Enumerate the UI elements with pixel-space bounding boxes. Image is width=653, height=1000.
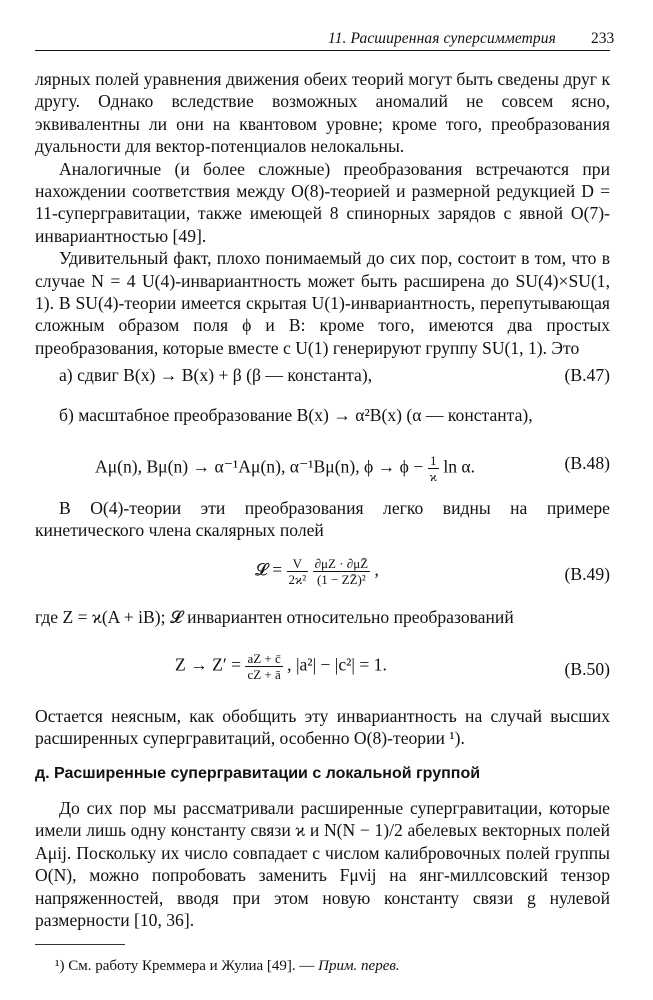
equation-b48-tail: ln α. bbox=[438, 456, 476, 477]
equation-b48-fraction bbox=[428, 453, 439, 484]
equation-b50-lhs: Z → Z′ = bbox=[175, 654, 246, 675]
equation-b49-lhs: 𝓛 = bbox=[255, 559, 287, 580]
page-number: 233 bbox=[591, 30, 615, 47]
equation-b50 bbox=[35, 651, 610, 691]
equation-b50-body bbox=[175, 651, 387, 682]
paragraph-top: лярных полей уравнения движения обеих теорий могут быть сведены друг к другу. Однако вследствие возможных аномалий не совсем ясно, эквивалентны ли они на квантовом уровне; кроме того, преобразования дуальности для вектор-потенциалов нелокальны. bbox=[35, 69, 610, 157]
equation-b49-f1-den: 2ϰ² bbox=[288, 572, 307, 587]
footnote-remark: Прим. перев. bbox=[318, 958, 400, 974]
paragraph-fact: Удивительный факт, плохо понимаемый до сих пор, состоит в том, что в случае N = 4 U(4)-инвариантность может быть расширена до SU(4)×SU(1, 1). В SU(4)-теории имеется скрытая U(1)-инвариантность, перепутывающая сложным образом поля ϕ и B: кроме того, имеются два простых преобразования, которые вместе с U(1) генерируют группу SU(1, 1). Это bbox=[35, 248, 610, 358]
text-block-last bbox=[35, 797, 610, 931]
equation-b48-number: (B.48) bbox=[564, 453, 610, 473]
paragraph-last: До сих пор мы рассматривали расширенные супергравитации, которые имели лишь одну константу связи ϰ и N(N − 1)/2 абелевых векторных полей Aμij. Поскольку их число совпадает с числом калибровочных полей группы O(N), можно попробовать заменить Fμνij на янг-миллсовский тензор напряженностей, вводя при этом новую константу связи g нулевой размерности [10, 36]. bbox=[35, 798, 610, 931]
paragraph-unclear: Остается неясным, как обобщить эту инвариантность на случай высших расширенных супергравитаций, особенно O(8)-теории ¹). bbox=[35, 706, 610, 749]
equation-b49-f1-num: V bbox=[287, 556, 309, 572]
text-block-1 bbox=[35, 68, 610, 359]
equation-b49-fraction-2 bbox=[313, 556, 371, 587]
footnote-text: ¹) См. работу Креммера и Жулиа [49]. — bbox=[55, 958, 319, 974]
footnote bbox=[55, 958, 400, 975]
equation-b50-frac-num: aZ + c̄ bbox=[247, 651, 281, 666]
chapter-title: 11. Расширенная суперсимметрия bbox=[328, 30, 556, 47]
equation-b49-f2-num: ∂μZ · ∂μZ̄ bbox=[314, 556, 369, 571]
equation-b47-text: а) сдвиг B(x) → B(x) + β (β — константа), bbox=[59, 365, 373, 385]
equation-b49 bbox=[35, 556, 610, 596]
equation-b48-text: Aμ(n), Bμ(n) → α⁻¹Aμ(n), α⁻¹Bμ(n), ϕ → ϕ − bbox=[95, 456, 428, 477]
text-block-b bbox=[35, 404, 610, 426]
equation-b48-frac-num: 1 bbox=[428, 453, 439, 469]
equation-b50-tail: , |a²| − |c²| = 1. bbox=[282, 654, 387, 675]
paragraph-scale: б) масштабное преобразование B(x) → α²B(x) (α — константа), bbox=[59, 405, 533, 425]
equation-b48-body bbox=[95, 453, 475, 484]
equation-b47 bbox=[35, 365, 610, 391]
equation-b48 bbox=[35, 453, 610, 484]
equation-b49-f2-den: (1 − ZZ̄)² bbox=[316, 572, 366, 587]
text-block-o4 bbox=[35, 497, 610, 542]
header-rule bbox=[35, 50, 610, 51]
equation-b49-number: (B.49) bbox=[564, 564, 610, 584]
equation-b49-body bbox=[255, 556, 379, 587]
equation-b48-frac-den: ϰ bbox=[429, 469, 437, 484]
paragraph-where: где Z = ϰ(A + iB); 𝓛 инвариантен относительно преобразований bbox=[35, 607, 514, 627]
paragraph-o4: В O(4)-теории эти преобразования легко видны на примере кинетического члена скалярных полей bbox=[35, 498, 610, 541]
equation-b49-tail: , bbox=[370, 559, 379, 580]
footnote-rule bbox=[35, 944, 125, 945]
equation-b47-number: (B.47) bbox=[564, 365, 610, 385]
equation-b50-fraction bbox=[245, 651, 282, 682]
paragraph-analog: Аналогичные (и более сложные) преобразования встречаются при нахождении соответствия между O(8)-теорией и размерной редукцией D = 11-супергравитации, также имеющей 8 спинорных зарядов с явной O(7)-инвариантностью [49]. bbox=[35, 158, 610, 246]
running-header bbox=[0, 26, 653, 50]
equation-b50-number: (B.50) bbox=[564, 659, 610, 679]
equation-b50-frac-den: cZ + ā bbox=[247, 667, 281, 682]
text-block-where bbox=[35, 606, 610, 628]
text-block-unclear bbox=[35, 705, 610, 750]
equation-b49-fraction-1 bbox=[287, 556, 309, 587]
section-heading: д. Расширенные супергравитации с локальной группой bbox=[35, 765, 481, 782]
